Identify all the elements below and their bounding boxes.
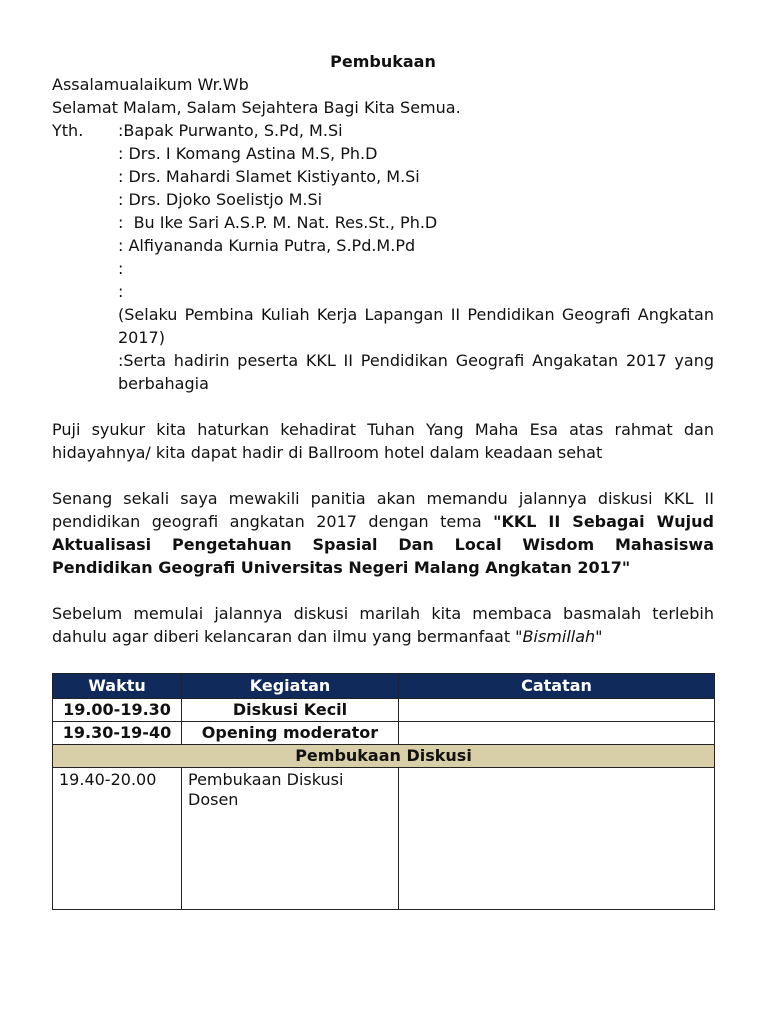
- cell-waktu: 19.30-19-40: [53, 722, 182, 745]
- paragraph-senang: [52, 487, 714, 579]
- paragraph-sebelum: [52, 602, 714, 648]
- addressee-item: :: [118, 282, 124, 301]
- table-row: [53, 699, 715, 722]
- addressee-item: : Drs. Djoko Soelistjo M.Si: [118, 190, 323, 209]
- header-kegiatan: Kegiatan: [182, 674, 399, 699]
- addressee-item: : Drs. I Komang Astina M.S, Ph.D: [118, 144, 378, 163]
- addressee-item: :Bapak Purwanto, S.Pd, M.Si: [118, 121, 343, 140]
- addressee-block: [52, 119, 714, 395]
- table-row: [53, 768, 715, 910]
- document-title: Pembukaan: [330, 52, 436, 71]
- cell-kegiatan: Pembukaan Diskusi Dosen: [182, 768, 399, 910]
- cell-catatan: [399, 768, 715, 910]
- header-waktu: Waktu: [53, 674, 182, 699]
- discussion-theme: "KKL II Sebagai Wujud Aktualisasi Pengetahuan Spasial Dan Local Wisdom Mahasiswa Pendidikan Geografi Universitas Negeri Malang Angkatan 2017": [52, 512, 714, 577]
- yth-label: Yth.: [52, 121, 84, 140]
- paragraph-syukur: Puji syukur kita haturkan kehadirat Tuhan Yang Maha Esa atas rahmat dan hidayahnya/ kita dapat hadir di Ballroom hotel dalam keadaan sehat: [52, 420, 714, 462]
- addressee-item: : Drs. Mahardi Slamet Kistiyanto, M.Si: [118, 167, 420, 186]
- cell-waktu: 19.40-20.00: [53, 768, 182, 910]
- table-header-row: [53, 674, 715, 699]
- cell-waktu: 19.00-19.30: [53, 699, 182, 722]
- addressee-item: : Bu Ike Sari A.S.P. M. Nat. Res.St., Ph.D: [118, 213, 438, 232]
- table-row: [53, 722, 715, 745]
- hadirin-note: :Serta hadirin peserta KKL II Pendidikan Geografi Angakatan 2017 yang berbahagia: [118, 351, 714, 393]
- header-catatan: Catatan: [399, 674, 715, 699]
- addressee-list: [118, 119, 714, 395]
- cell-catatan: [399, 722, 715, 745]
- bismillah-text: Bismillah: [522, 627, 596, 646]
- document-page: [52, 50, 714, 648]
- cell-kegiatan: Opening moderator: [182, 722, 399, 745]
- paragraph-sebelum-text: Sebelum memulai jalannya diskusi marilah kita membaca basmalah terlebih dahulu agar diberi kelancaran dan ilmu yang bermanfaat ": [52, 604, 714, 646]
- cell-catatan: [399, 699, 715, 722]
- section-title: Pembukaan Diskusi: [53, 745, 715, 768]
- salutation: Selamat Malam, Salam Sejahtera Bagi Kita Semua.: [52, 98, 461, 117]
- greeting: Assalamualaikum Wr.Wb: [52, 75, 249, 94]
- addressee-item: :: [118, 259, 124, 278]
- pembina-note: (Selaku Pembina Kuliah Kerja Lapangan II Pendidikan Geografi Angkatan 2017): [118, 305, 714, 347]
- section-row: [53, 745, 715, 768]
- cell-kegiatan: Diskusi Kecil: [182, 699, 399, 722]
- paragraph-senang-text: Senang sekali saya mewakili panitia akan memandu jalannya diskusi KKL II pendidikan geografi angkatan 2017 dengan tema: [52, 489, 714, 531]
- addressee-item: : Alfiyananda Kurnia Putra, S.Pd.M.Pd: [118, 236, 416, 255]
- schedule-table: [52, 673, 715, 910]
- closing-quote: ": [595, 627, 603, 646]
